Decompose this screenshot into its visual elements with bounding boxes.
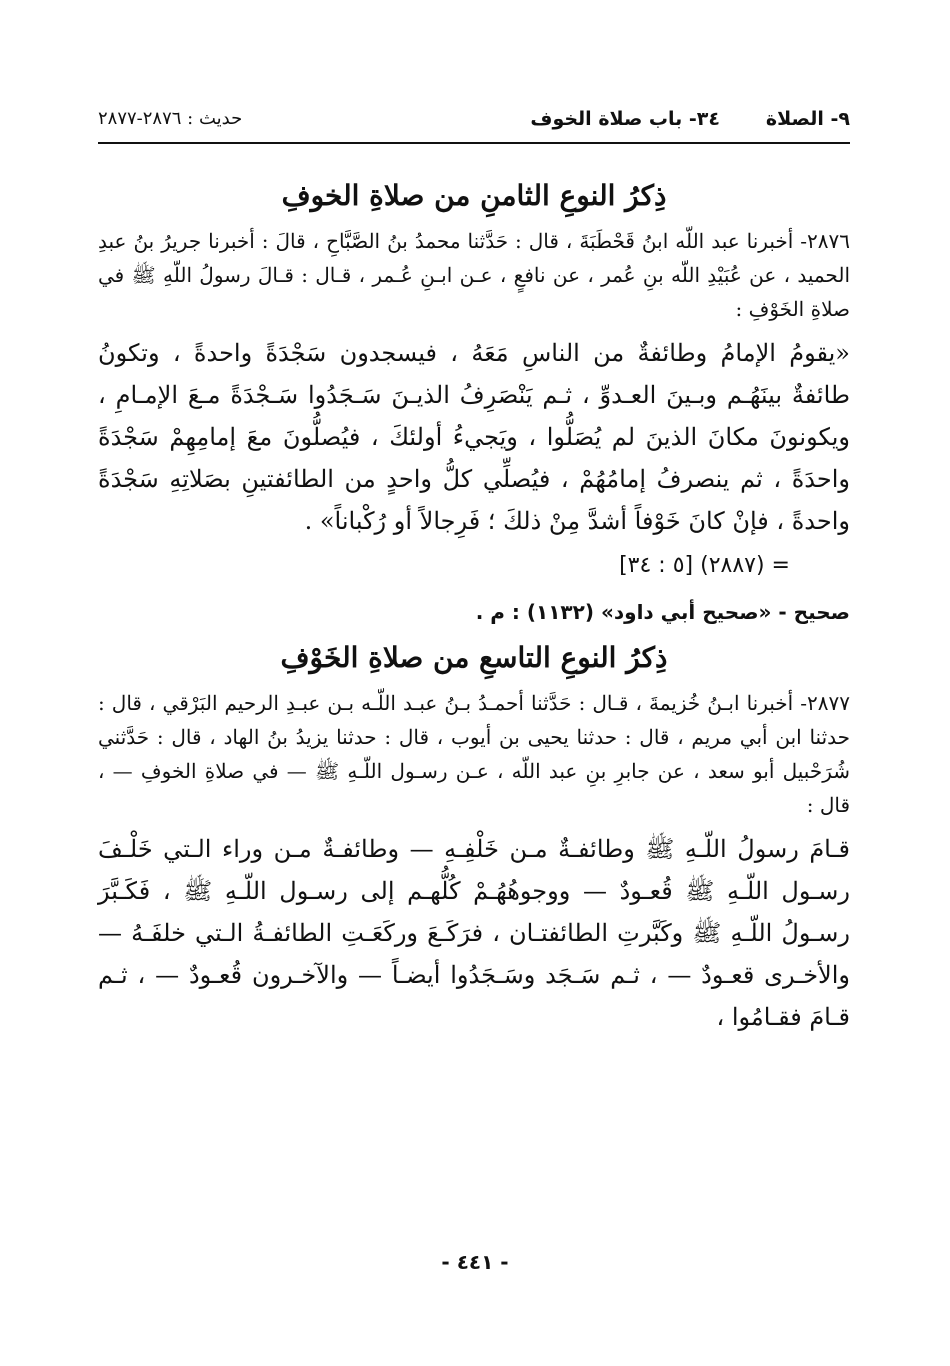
hadith-2876-text: «يقومُ الإمامُ وطائفةٌ من الناسِ مَعَهُ ، فيسجدون سَجْدَةً واحدةً ، وتكونُ طائفةٌ بينَهُـم وبـينَ العـدوِّ ، ثـم يَنْصَرِفُ الذيـنَ سَـجَدُوا سَـجْدَةً مـعَ الإمـامِ ، ويكونونَ مكانَ الذينَ لم يُصَلُّوا ، ويَجيءُ أولئكَ ، فيُصلُّونَ معَ إمامِهِمْ سَجْدَةً واحدَةً ، ثم ينصرفُ إمامُهُمْ ، فيُصلِّي كلُّ واحدٍ من الطائفتينِ بصَلاتِهِ سَجْدَةً واحدةً ، فإنْ كانَ خَوْفاً أشدَّ مِنْ ذلكَ ؛ فَرِجالاً أو رُكْباناً» .: [98, 339, 850, 535]
running-header: [98, 104, 850, 136]
hadith-2876-grade: صحيح - «صحيح أبي داود» (١١٣٢) : م .: [475, 600, 850, 624]
section-title-eighth-type: ذِكرُ النوعِ الثامنِ من صلاةِ الخوفِ: [281, 179, 667, 212]
hadith-2876-reference: = (٢٨٨٧) [٥ : ٣٤]: [619, 553, 790, 578]
section-heading: ٣٤- باب صلاة الخوف: [530, 108, 720, 130]
page-number: - ٤٤١ -: [441, 1250, 509, 1274]
header-divider: [98, 142, 850, 144]
hadith-2877-text: قـامَ رسولُ اللّـهِ ﷺ وطائفـةٌ مـن خَلْفِـهِ — وطائفـةٌ مـن وراء الـتي خَلْـفَ رسـول اللّـهِ ﷺ قُعـودٌ — ووجوهُهُـمْ كُلُّهـم إلى رسـول اللّـهِ ﷺ ، فَكَـبَّرَ رسـولُ اللّـهِ ﷺ وكَبَّرتِ الطائفتـان ، فرَكَـعَ وركَعَـتِ الطائفـةُ الـتي خلفَـهُ — والأخـرى قعـودٌ — ، ثـم سَـجَد وسَـجَدُوا أيضـاً — والآخـرون قُعـودٌ — ، ثـم قـامَ فقـامُوا ،: [98, 835, 850, 1031]
page-body: [98, 176, 850, 1038]
hadith-range: حديث : ٢٨٧٦-٢٨٧٧: [98, 108, 243, 129]
hadith-2876-chain: ٢٨٧٦- أخبرنا عبد اللّه ابنُ قَحْطَبَةَ ، قال : حَدَّثنا محمدُ بنُ الصَّبَّاحِ ، قالَ : أخبرنا جريرُ بنُ عبدِ الحميد ، عن عُبَيْدِ اللّه بنِ عُمر ، عن نافعٍ ، عـن ابـنِ عُـمر ، قـال : قـالَ رسولُ اللّهِ ﷺ في صلاةِ الخَوْفِ :: [98, 229, 850, 321]
section-title-ninth-type: ذِكرُ النوعِ التاسعِ من صلاةِ الخَوْفِ: [280, 641, 668, 674]
hadith-2877-chain: ٢٨٧٧- أخبرنا ابـنُ خُزيمةَ ، قـال : حَدَّثنا أحمـدُ بـنُ عبـد اللّـه بـن عبـدِ الرحيم البَرْقي ، قال : حدثنا ابن أبي مريم ، قال : حدثنا يحيى بن أيوب ، قال : حدثنا يزيدُ بنُ الهاد ، قال : حَدَّثني شُرَحْبيل أبو سعد ، عن جابرِ بنِ عبد اللّه ، عـن رسـول اللّـهِ ﷺ — في صلاةِ الخوفِ — ، قال :: [98, 691, 850, 817]
chapter-heading: ٩- الصلاة: [765, 108, 850, 130]
